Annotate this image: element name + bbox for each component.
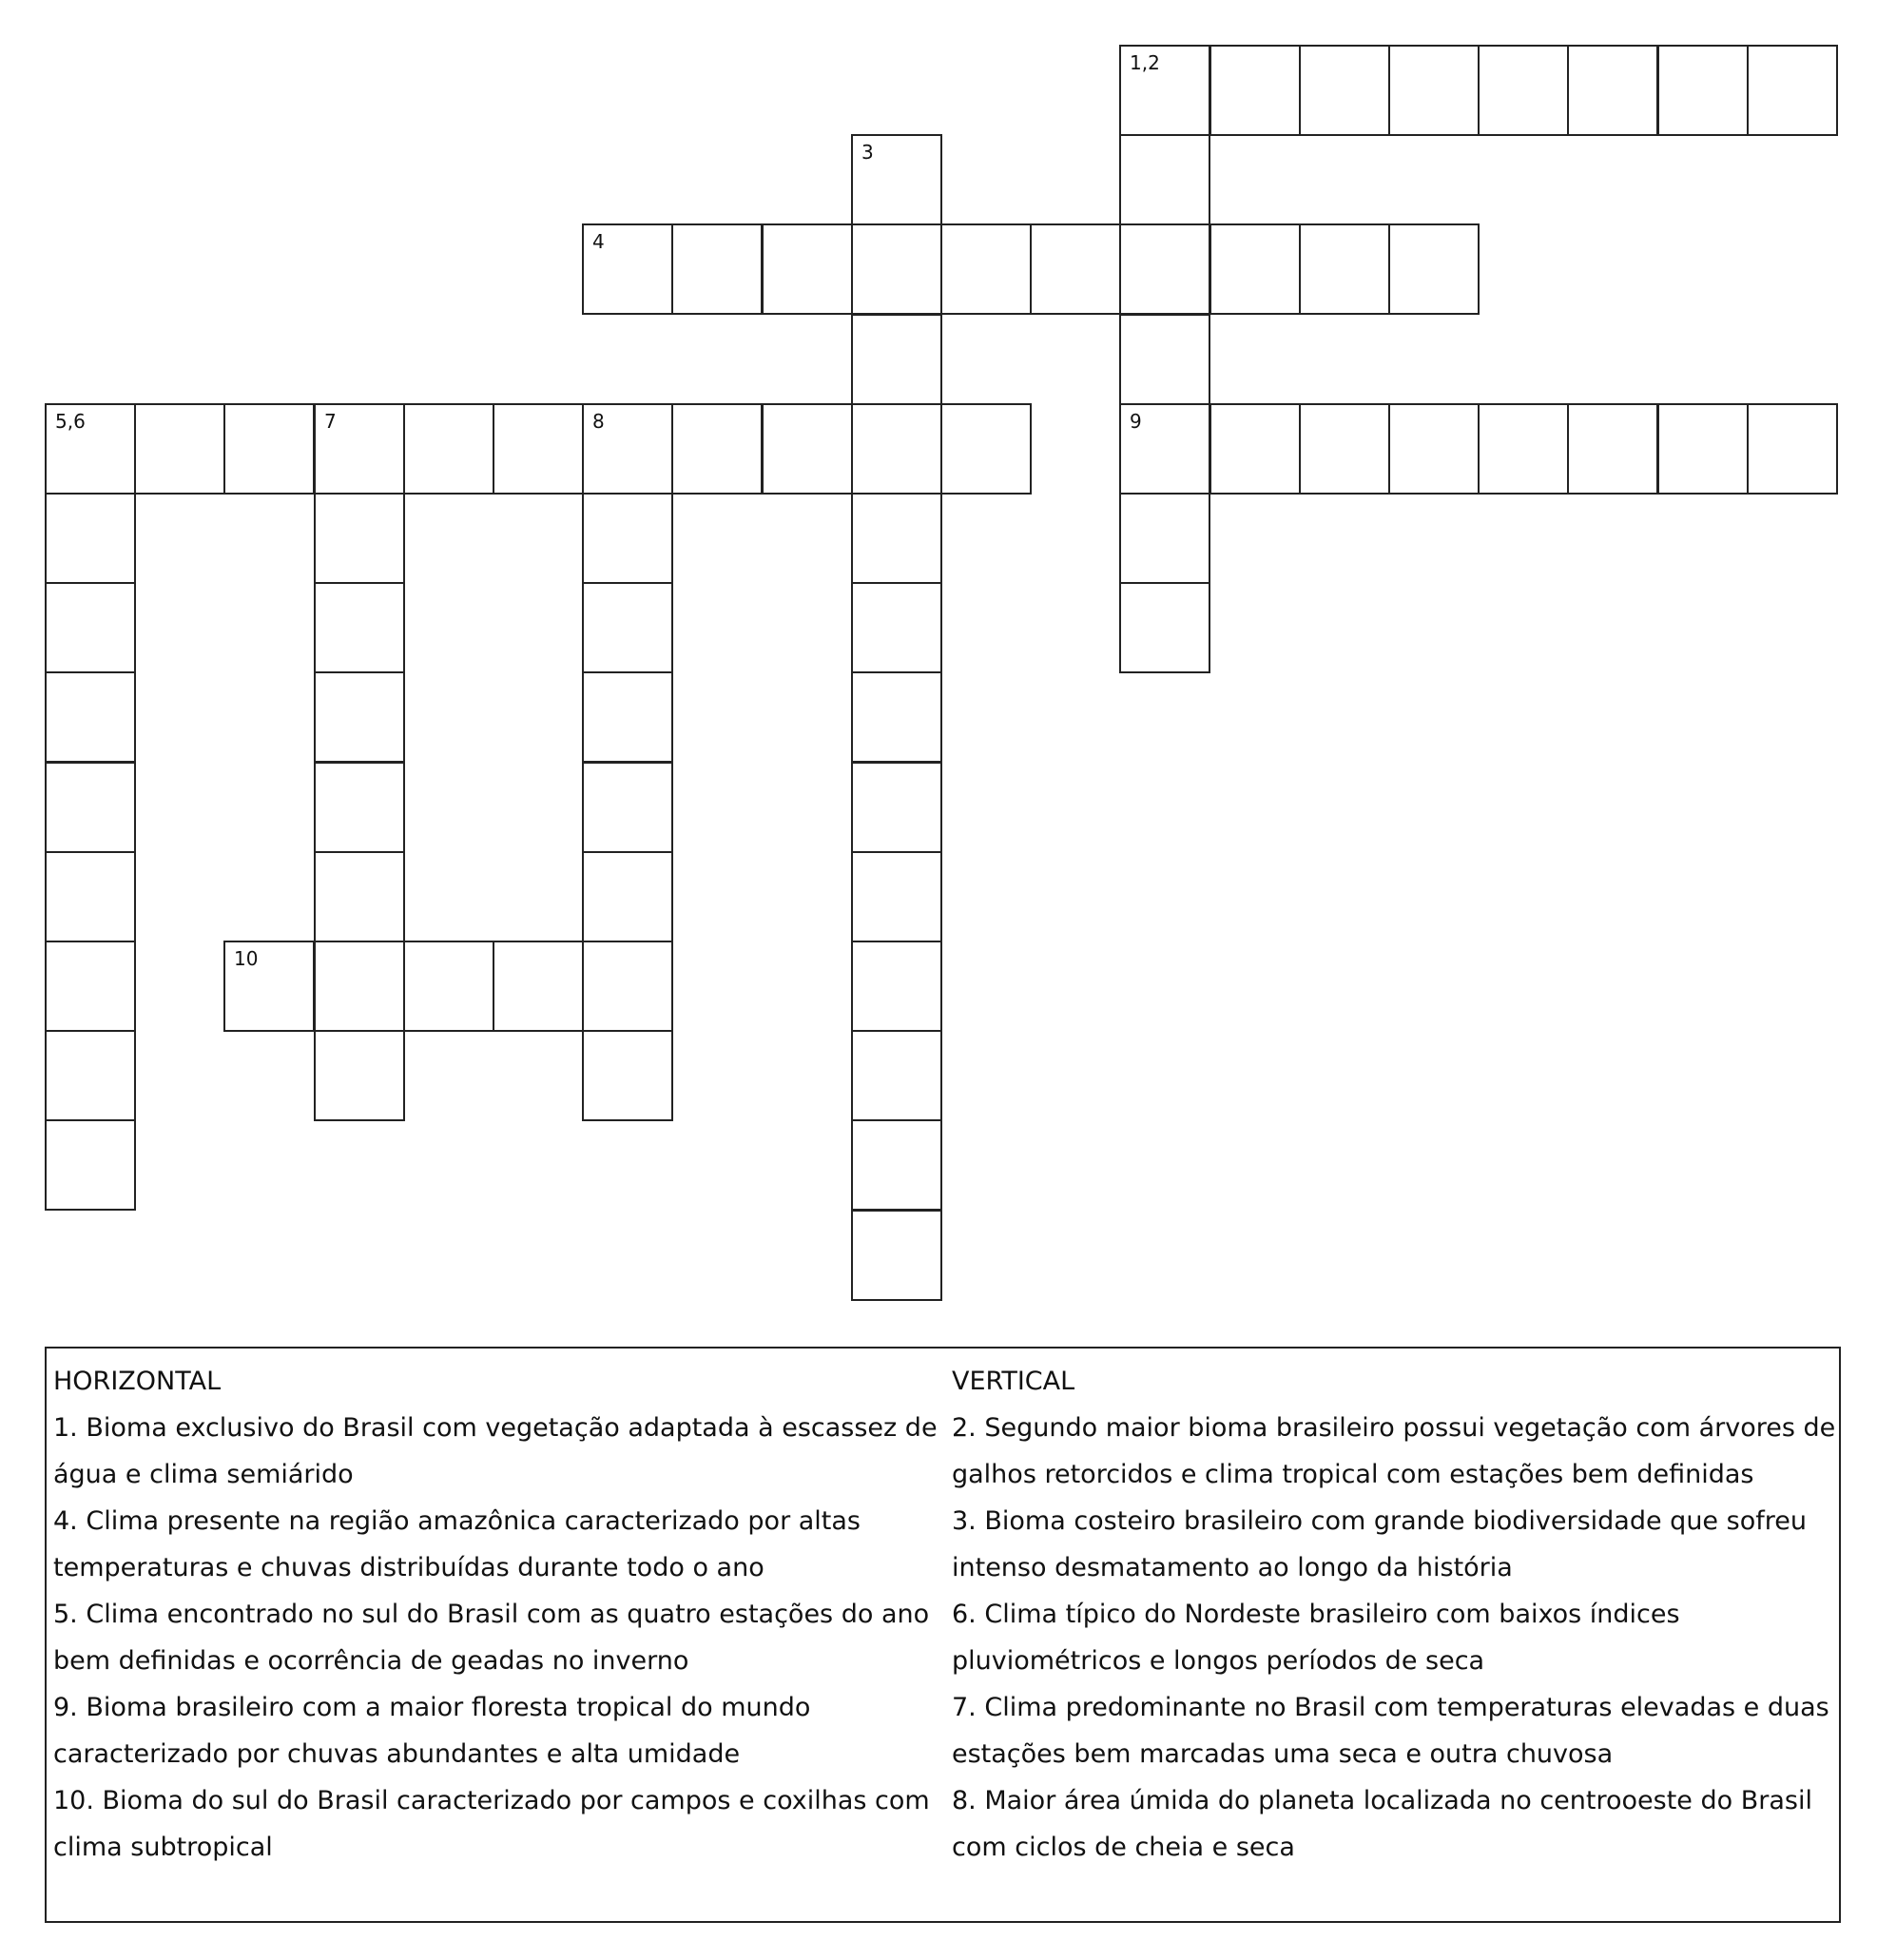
crossword-cell[interactable] — [1119, 314, 1210, 405]
crossword-cell[interactable] — [223, 403, 315, 495]
clue-line: clima subtropical — [53, 1833, 273, 1862]
crossword-cell[interactable] — [493, 403, 584, 495]
clue-line: 9. Bioma brasileiro com a maior floresta tropical do mundo — [53, 1693, 811, 1722]
crossword-cell[interactable] — [851, 582, 942, 673]
crossword-cell[interactable] — [314, 1030, 405, 1121]
clue-line: 4. Clima presente na região amazônica caracterizado por altas — [53, 1506, 861, 1536]
crossword-cell[interactable] — [1478, 403, 1569, 495]
crossword-cell[interactable] — [1299, 403, 1390, 495]
crossword-cell[interactable] — [671, 403, 763, 495]
crossword-cell[interactable] — [403, 403, 494, 495]
crossword-cell[interactable] — [45, 941, 136, 1032]
crossword-cell[interactable] — [940, 223, 1032, 315]
clues-box — [45, 1347, 1841, 1923]
crossword-cell[interactable] — [1209, 223, 1301, 315]
crossword-cell[interactable] — [314, 851, 405, 942]
clue-line: 6. Clima típico do Nordeste brasileiro com baixos índices — [952, 1600, 1680, 1629]
clue-line: água e clima semiárido — [53, 1460, 354, 1489]
clue-number: 5,6 — [55, 410, 86, 433]
crossword-cell[interactable] — [45, 403, 136, 495]
crossword-cell[interactable] — [762, 403, 853, 495]
crossword-cell[interactable] — [45, 582, 136, 673]
crossword-cell[interactable] — [314, 582, 405, 673]
crossword-cell[interactable] — [1299, 45, 1390, 136]
crossword-cell[interactable] — [671, 223, 763, 315]
crossword-cell[interactable] — [1030, 223, 1121, 315]
crossword-cell[interactable] — [1747, 45, 1838, 136]
clue-number: 9 — [1130, 410, 1142, 433]
crossword-cell[interactable] — [1119, 45, 1210, 136]
crossword-cell[interactable] — [851, 1210, 942, 1301]
crossword-cell[interactable] — [314, 762, 405, 853]
crossword-cell[interactable] — [134, 403, 225, 495]
vertical-title: VERTICAL — [952, 1367, 1075, 1396]
clue-number: 3 — [861, 141, 874, 164]
crossword-cell[interactable] — [851, 1119, 942, 1211]
clue-line: 2. Segundo maior bioma brasileiro possui vegetação com árvores de — [952, 1413, 1836, 1443]
clue-line: 3. Bioma costeiro brasileiro com grande biodiversidade que sofreu — [952, 1506, 1807, 1536]
crossword-cell[interactable] — [582, 493, 673, 584]
crossword-cell[interactable] — [582, 223, 673, 315]
crossword-cell[interactable] — [582, 1030, 673, 1121]
crossword-cell[interactable] — [1119, 223, 1210, 315]
crossword-cell[interactable] — [1209, 403, 1301, 495]
crossword-cell[interactable] — [1209, 45, 1301, 136]
crossword-cell[interactable] — [493, 941, 584, 1032]
crossword-cell[interactable] — [1747, 403, 1838, 495]
horizontal-clues — [53, 1358, 938, 1871]
crossword-cell[interactable] — [582, 762, 673, 853]
crossword-cell[interactable] — [851, 1030, 942, 1121]
crossword-cell[interactable] — [582, 403, 673, 495]
clue-line: bem definidas e ocorrência de geadas no inverno — [53, 1646, 689, 1676]
clue-line: galhos retorcidos e clima tropical com estações bem definidas — [952, 1460, 1754, 1489]
crossword-cell[interactable] — [45, 1119, 136, 1211]
crossword-cell[interactable] — [1299, 223, 1390, 315]
crossword-cell[interactable] — [851, 851, 942, 942]
crossword-cell[interactable] — [1657, 403, 1749, 495]
crossword-cell[interactable] — [851, 223, 942, 315]
crossword-cell[interactable] — [314, 671, 405, 763]
crossword-cell[interactable] — [403, 941, 494, 1032]
crossword-cell[interactable] — [1388, 45, 1480, 136]
vertical-clues — [952, 1358, 1836, 1871]
clue-number: 1,2 — [1130, 51, 1160, 74]
crossword-cell[interactable] — [314, 941, 405, 1032]
clue-line: 7. Clima predominante no Brasil com temperaturas elevadas e duas — [952, 1693, 1829, 1722]
crossword-cell[interactable] — [223, 941, 315, 1032]
crossword-cell[interactable] — [851, 941, 942, 1032]
crossword-cell[interactable] — [45, 671, 136, 763]
crossword-cell[interactable] — [1119, 403, 1210, 495]
clue-line: com ciclos de cheia e seca — [952, 1833, 1295, 1862]
clue-line: 1. Bioma exclusivo do Brasil com vegetação adaptada à escassez de — [53, 1413, 938, 1443]
crossword-cell[interactable] — [45, 762, 136, 853]
crossword-cell[interactable] — [851, 314, 942, 405]
clue-line: 8. Maior área úmida do planeta localizada no centrooeste do Brasil — [952, 1786, 1812, 1815]
crossword-cell[interactable] — [45, 851, 136, 942]
crossword-cell[interactable] — [1119, 493, 1210, 584]
crossword-cell[interactable] — [314, 403, 405, 495]
clue-line: 10. Bioma do sul do Brasil caracterizado por campos e coxilhas com — [53, 1786, 930, 1815]
crossword-cell[interactable] — [851, 493, 942, 584]
clue-number: 7 — [324, 410, 337, 433]
clue-line: temperaturas e chuvas distribuídas durante todo o ano — [53, 1553, 764, 1582]
crossword-cell[interactable] — [1388, 403, 1480, 495]
crossword-cell[interactable] — [582, 671, 673, 763]
crossword-cell[interactable] — [45, 1030, 136, 1121]
crossword-cell[interactable] — [1567, 45, 1658, 136]
clue-number: 4 — [592, 230, 605, 253]
crossword-cell[interactable] — [851, 403, 942, 495]
crossword-cell[interactable] — [1657, 45, 1749, 136]
clue-line: estações bem marcadas uma seca e outra chuvosa — [952, 1739, 1614, 1769]
crossword-cell[interactable] — [314, 493, 405, 584]
crossword-cell[interactable] — [1119, 134, 1210, 225]
crossword-cell[interactable] — [1119, 582, 1210, 673]
crossword-cell[interactable] — [851, 671, 942, 763]
crossword-cell[interactable] — [851, 134, 942, 225]
clue-line: pluviométricos e longos períodos de seca — [952, 1646, 1485, 1676]
crossword-cell[interactable] — [582, 941, 673, 1032]
crossword-cell[interactable] — [582, 582, 673, 673]
clue-line: 5. Clima encontrado no sul do Brasil com as quatro estações do ano — [53, 1600, 930, 1629]
crossword-cell[interactable] — [851, 762, 942, 853]
crossword-cell[interactable] — [1388, 223, 1480, 315]
crossword-cell[interactable] — [1478, 45, 1569, 136]
crossword-cell[interactable] — [1567, 403, 1658, 495]
crossword-cell[interactable] — [762, 223, 853, 315]
horizontal-title: HORIZONTAL — [53, 1367, 222, 1396]
crossword-cell[interactable] — [582, 851, 673, 942]
clue-line: caracterizado por chuvas abundantes e alta umidade — [53, 1739, 741, 1769]
crossword-cell[interactable] — [940, 403, 1032, 495]
crossword-cell[interactable] — [45, 493, 136, 584]
clue-number: 10 — [234, 947, 259, 970]
clue-number: 8 — [592, 410, 605, 433]
clue-line: intenso desmatamento ao longo da história — [952, 1553, 1513, 1582]
